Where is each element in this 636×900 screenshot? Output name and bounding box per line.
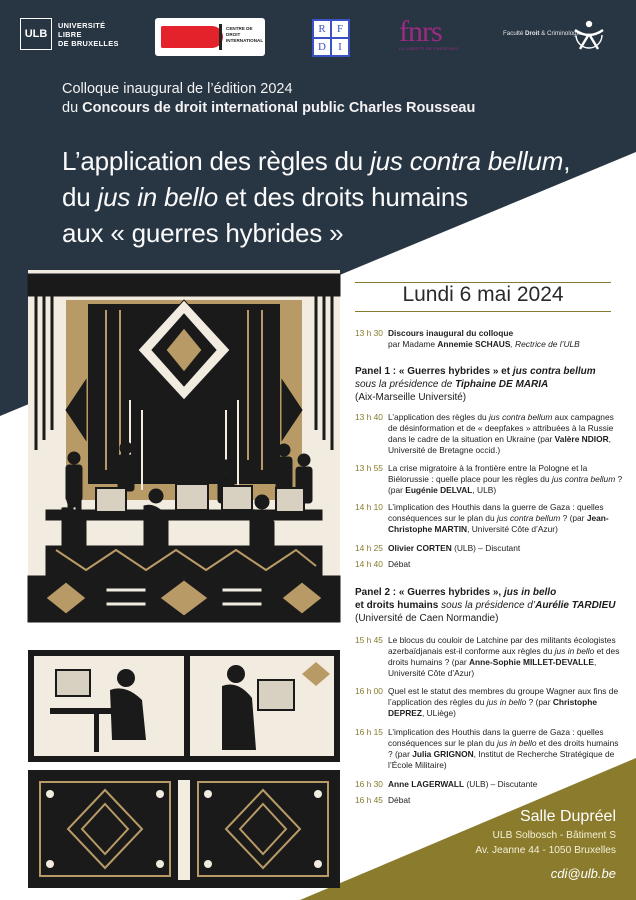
program-discussant: 16 h 30 Anne LAGERWALL (ULB) – Discutante [355, 779, 538, 789]
program-item: 15 h 45 Le blocus du couloir de Latchine par des militants écologistes azerbaïdjanais est-il conforme aux règles du jus in bello et des droits humains ? (par Anne-Sophie MILLET-DEVALLE, Université Côte d’Azur) [355, 635, 620, 678]
cdi-wordmark: CENTRE DE DROIT INTERNATIONAL [226, 26, 264, 43]
colloquium-subtitle: Colloque inaugural de l’édition 2024 du Concours de droit international public Charles Rousseau [62, 81, 476, 116]
venue-address: Av. Jeanne 44 - 1050 Bruxelles [475, 845, 616, 856]
program-item: 14 h 10 L’implication des Houthis dans la guerre de Gaza : quelles conséquences sur le plan du jus contra bellum ? (par Jean-Christophe MARTIN, Université Côte d’Azur) [355, 502, 609, 534]
faculty-logo-text: Faculté Droit & Criminologie [503, 30, 582, 37]
program-debate: 14 h 40 Débat [355, 559, 411, 569]
venue-block [475, 806, 616, 881]
art-deco-illustration [26, 270, 342, 888]
contact-email-link[interactable]: cdi@ulb.be [550, 866, 616, 881]
program-item: 13 h 55 La crise migratoire à la frontière entre la Pologne et la Biélorussie : quelle place pour les règles du jus contra bellum ? (par Eugénie DELVAL, ULB) [355, 463, 623, 495]
rfdi-logo: R F D I [312, 19, 350, 57]
panel-1-heading: Panel 1 : « Guerres hybrides » et jus contra bellum sous la présidence de Tiphaine DE MARIA (Aix-Marseille Université) [355, 366, 596, 403]
cdi-logo [155, 18, 265, 56]
program-discussant: 14 h 25 Olivier CORTEN (ULB) – Discutant [355, 543, 521, 553]
program-item: 16 h 00 Quel est le statut des membres du groupe Wagner aux fins de l’application des règles du jus in bello ? (par Christophe DEPREZ, ULiège) [355, 686, 619, 718]
faculty-figure-icon [572, 18, 606, 52]
event-date: Lundi 6 mai 2024 [355, 283, 611, 312]
page-title: L’application des règles du jus contra bellum, du jus in bello et des droits humains aux « guerres hybrides » [62, 146, 571, 248]
venue-name: Salle Dupréel [519, 808, 616, 825]
program-debate: 16 h 45 Débat [355, 795, 411, 805]
bottom-panel [28, 770, 340, 888]
middle-panel [28, 650, 340, 762]
logo-bar [0, 0, 636, 60]
program-opening: 13 h 30 Discours inaugural du colloque par Madame Annemie SCHAUS, Rectrice de l’ULB [355, 328, 580, 349]
cdi-red-shape [161, 26, 223, 48]
fnrs-logo: fnrs LA LIBERTÉ DE CHERCHER [399, 15, 459, 51]
ulb-logo [20, 18, 119, 50]
venue-building: ULB Solbosch - Bâtiment S [492, 830, 616, 841]
ulb-wordmark: UNIVERSITÉ LIBRE DE BRUXELLES [58, 20, 119, 48]
panel-2-heading: Panel 2 : « Guerres hybrides », jus in bello et droits humains sous la présidence d’Aurélie TARDIEU (Université de Caen Normandie) [355, 587, 616, 624]
top-panel [28, 270, 340, 622]
program-item: 16 h 15 L’implication des Houthis dans la guerre de Gaza : quelles conséquences sur le plan du jus in bello et des droits humains ? (par Julia GRIGNON, Institut de Recherche Stratégique de l’École Militaire) [355, 727, 619, 770]
ulb-mark: ULB [20, 18, 52, 50]
program-item: 13 h 40 L’application des règles du jus contra bellum aux campagnes de désinformation et de « deepfakes » attribuées à la Russie dans le cadre de la situation en Ukraine (par Valère NDIOR, Université de Bretagne occid.) [355, 412, 614, 455]
